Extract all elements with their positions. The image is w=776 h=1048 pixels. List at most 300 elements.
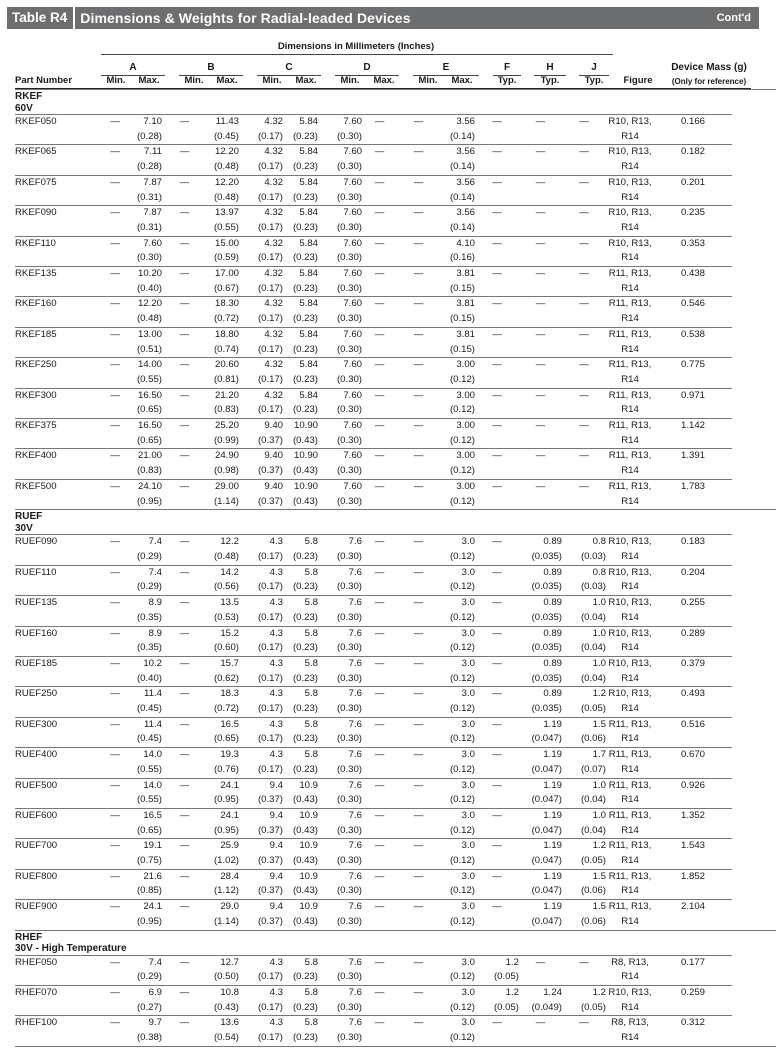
d-min-mm: 7.60 (343, 176, 362, 188)
a-max (129, 1016, 162, 1046)
b-max-mm: 18.30 (214, 298, 239, 310)
e-max-in: (0.12) (449, 550, 475, 562)
figure-ref (606, 900, 654, 930)
f-typ: — (475, 565, 519, 595)
figure-ref-in: R14 (621, 794, 639, 806)
group-header-b: B (207, 62, 215, 73)
j-typ-in: (0.05) (580, 1001, 606, 1013)
a-max-mm: 24.10 (137, 480, 162, 492)
figure-ref (606, 479, 654, 509)
e-max-mm: 3.0 (461, 688, 475, 700)
device-mass: 0.353 (654, 236, 732, 266)
h-typ-in: (0.047) (531, 885, 562, 897)
d-max: — (362, 778, 397, 808)
a-min: — (101, 1016, 129, 1046)
c-max-mm: 5.84 (299, 359, 318, 371)
e-max-in: (0.15) (449, 313, 475, 325)
part-number: RKEF090 (15, 206, 101, 236)
h-typ (519, 748, 562, 778)
h-typ-in: (0.035) (531, 672, 562, 684)
e-min: — (397, 687, 440, 717)
table-row (15, 1016, 776, 1046)
figure-ref (606, 327, 654, 357)
d-min-mm: 7.6 (348, 1017, 362, 1029)
figure-ref-mm: R11, R13, (608, 749, 652, 761)
part-number: RUEF135 (15, 596, 101, 626)
c-max-mm: 5.84 (299, 389, 318, 401)
d-min-in: (0.30) (336, 855, 362, 867)
figure-ref-in: R14 (621, 824, 639, 836)
f-typ: — (475, 419, 519, 449)
a-min: — (101, 565, 129, 595)
d-min-header: Min. (340, 75, 360, 86)
d-max: — (362, 297, 397, 327)
figure-ref-in: R14 (621, 434, 639, 446)
b-min: — (162, 115, 207, 145)
e-max-mm: 3.56 (456, 207, 475, 219)
a-max-mm: 7.11 (144, 146, 162, 158)
a-max-mm: 16.50 (137, 420, 162, 432)
group-header-d: D (363, 62, 371, 73)
c-min-in: (0.17) (257, 343, 283, 355)
f-typ: — (475, 656, 519, 686)
figure-ref-in: R14 (621, 373, 639, 385)
e-min: — (397, 656, 440, 686)
j-typ-in: (0.07) (580, 763, 606, 775)
device-mass: 1.783 (654, 479, 732, 509)
d-min-in: (0.30) (336, 434, 362, 446)
b-max-in: (0.56) (213, 581, 239, 593)
figure-ref-in: R14 (621, 313, 639, 325)
c-min-in: (0.17) (257, 373, 283, 385)
c-min (239, 808, 283, 838)
a-max (129, 955, 162, 985)
j-typ-mm: 1.2 (592, 986, 606, 998)
e-max (440, 267, 475, 297)
d-min-in: (0.30) (336, 343, 362, 355)
c-min-mm: 4.3 (269, 688, 283, 700)
h-typ: — (519, 267, 562, 297)
h-typ (519, 869, 562, 899)
figure-ref-in: R14 (621, 465, 639, 477)
j-typ-mm: 0.8 (592, 536, 606, 548)
figure-ref (606, 778, 654, 808)
c-min-mm: 4.32 (264, 116, 283, 127)
table-row (15, 115, 776, 145)
d-min (318, 869, 362, 899)
d-min-mm: 7.60 (343, 359, 362, 371)
h-typ-mm: 0.89 (543, 597, 562, 609)
d-min-mm: 7.60 (343, 328, 362, 340)
part-number: RUEF090 (15, 535, 101, 565)
e-max-mm: 3.0 (461, 536, 475, 548)
device-mass: 0.379 (654, 656, 732, 686)
c-max-in: (0.23) (292, 763, 318, 775)
a-max-mm: 13.00 (137, 328, 162, 340)
b-max (207, 1016, 239, 1046)
c-min-in: (0.17) (257, 703, 283, 715)
e-max-in: (0.12) (449, 824, 475, 836)
a-max-in: (0.40) (136, 282, 162, 294)
table-row (15, 596, 776, 626)
figure-ref (606, 297, 654, 327)
group-label (15, 90, 776, 115)
dimensions-caption: Dimensions in Millimeters (Inches) (277, 41, 435, 52)
b-max (207, 175, 239, 205)
e-max (440, 869, 475, 899)
a-min: — (101, 869, 129, 899)
table-tag: Table R4 (7, 7, 75, 29)
c-max (283, 778, 318, 808)
a-max (129, 869, 162, 899)
c-min-in: (0.17) (257, 642, 283, 654)
table-row (15, 358, 776, 388)
c-min (239, 900, 283, 930)
c-min (239, 778, 283, 808)
d-min (318, 479, 362, 509)
a-max-mm: 19.1 (143, 840, 162, 852)
h-typ (519, 535, 562, 565)
part-number: RUEF400 (15, 748, 101, 778)
d-min (318, 839, 362, 869)
c-min (239, 717, 283, 747)
d-max: — (362, 596, 397, 626)
c-max-in: (0.43) (292, 915, 318, 927)
c-max (283, 565, 318, 595)
c-min (239, 297, 283, 327)
b-min: — (162, 236, 207, 266)
e-max-mm: 3.81 (456, 328, 475, 340)
device-mass: 2.104 (654, 900, 732, 930)
d-max: — (362, 656, 397, 686)
d-max: — (362, 327, 397, 357)
c-min-mm: 9.4 (269, 809, 283, 821)
c-min-mm: 9.40 (264, 420, 283, 432)
a-max-mm: 16.50 (137, 389, 162, 401)
b-max (207, 115, 239, 145)
c-max-mm: 5.8 (304, 657, 318, 669)
h-typ-mm: 0.89 (543, 536, 562, 548)
a-max (129, 748, 162, 778)
d-min-in: (0.30) (336, 971, 362, 983)
d-min-in: (0.30) (336, 495, 362, 507)
f-typ: — (475, 778, 519, 808)
c-min-in: (0.17) (257, 581, 283, 593)
c-max (283, 1016, 318, 1046)
f-typ: — (475, 748, 519, 778)
device-mass: 0.201 (654, 175, 732, 205)
d-min-in: (0.30) (336, 824, 362, 836)
c-min (239, 358, 283, 388)
e-max-header: Max. (451, 75, 473, 86)
part-number: RKEF300 (15, 388, 101, 418)
d-max-header: Max. (373, 75, 395, 86)
figure-ref (606, 115, 654, 145)
figure-ref (606, 358, 654, 388)
a-max (129, 808, 162, 838)
figure-ref-mm: R11, R13, (608, 901, 652, 913)
d-min-mm: 7.6 (348, 566, 362, 578)
c-max-in: (0.23) (292, 971, 318, 983)
d-min (318, 206, 362, 236)
c-max (283, 656, 318, 686)
e-min: — (397, 869, 440, 899)
b-max-in: (0.48) (213, 161, 239, 173)
j-typ (562, 900, 606, 930)
e-max-mm: 3.0 (461, 779, 475, 791)
c-max (283, 297, 318, 327)
d-max: — (362, 449, 397, 479)
j-typ-in: (0.04) (580, 611, 606, 623)
part-number: RKEF500 (15, 479, 101, 509)
figure-ref-in: R14 (621, 130, 639, 142)
d-min-in: (0.30) (336, 581, 362, 593)
f-typ: — (475, 236, 519, 266)
device-mass: 1.852 (654, 869, 732, 899)
table-title-bar (7, 7, 759, 29)
table-row (15, 449, 776, 479)
f-typ: — (475, 869, 519, 899)
e-max (440, 419, 475, 449)
d-max: — (362, 535, 397, 565)
figure-ref (606, 535, 654, 565)
c-min-mm: 9.40 (264, 480, 283, 492)
c-max-in: (0.23) (292, 161, 318, 173)
figure-ref-in: R14 (621, 915, 639, 927)
a-max-in: (0.29) (136, 581, 162, 593)
figure-ref-mm: R11, R13, (608, 420, 652, 432)
table-row (15, 778, 776, 808)
part-number: RUEF250 (15, 687, 101, 717)
a-max-mm: 12.20 (137, 298, 162, 310)
a-min: — (101, 656, 129, 686)
h-typ: — (519, 327, 562, 357)
b-min: — (162, 656, 207, 686)
d-max: — (362, 267, 397, 297)
c-min (239, 869, 283, 899)
a-min: — (101, 596, 129, 626)
c-min-mm: 4.3 (269, 1017, 283, 1029)
c-max (283, 900, 318, 930)
h-typ-mm: 0.89 (543, 688, 562, 700)
a-max-mm: 7.4 (148, 956, 162, 968)
j-typ: — (562, 267, 606, 297)
b-min: — (162, 479, 207, 509)
d-max: — (362, 900, 397, 930)
d-max: — (362, 869, 397, 899)
c-max-in: (0.23) (292, 373, 318, 385)
c-min (239, 479, 283, 509)
c-max-mm: 10.90 (293, 420, 318, 432)
table-row (15, 869, 776, 899)
c-max (283, 145, 318, 175)
d-min-mm: 7.60 (343, 116, 362, 127)
c-min-mm: 4.32 (264, 389, 283, 401)
c-min (239, 115, 283, 145)
e-max-in: (0.12) (449, 434, 475, 446)
b-max (207, 236, 239, 266)
h-typ (519, 900, 562, 930)
f-typ: — (475, 535, 519, 565)
a-max (129, 839, 162, 869)
j-typ-mm: 1.2 (592, 688, 606, 700)
c-max (283, 748, 318, 778)
b-max (207, 358, 239, 388)
b-max-mm: 12.7 (220, 956, 239, 968)
c-max-in: (0.23) (292, 130, 318, 142)
d-min-mm: 7.60 (343, 146, 362, 158)
b-max (207, 535, 239, 565)
d-min-in: (0.30) (336, 313, 362, 325)
e-max-mm: 3.0 (461, 749, 475, 761)
figure-ref-mm: R11, R13, (608, 779, 652, 791)
c-max-in: (0.43) (292, 794, 318, 806)
c-max (283, 535, 318, 565)
c-min (239, 985, 283, 1015)
b-max-mm: 14.2 (220, 566, 239, 578)
c-min (239, 565, 283, 595)
a-max (129, 565, 162, 595)
e-min: — (397, 596, 440, 626)
d-min-in: (0.30) (336, 763, 362, 775)
e-min: — (397, 358, 440, 388)
c-min-in: (0.37) (257, 885, 283, 897)
h-typ-mm: 1.19 (543, 718, 562, 730)
group-header-e: E (442, 62, 450, 73)
c-min-mm: 9.4 (269, 870, 283, 882)
device-mass: 0.516 (654, 717, 732, 747)
d-min-mm: 7.60 (343, 237, 362, 249)
figure-ref (606, 717, 654, 747)
a-min: — (101, 985, 129, 1015)
d-min (318, 1016, 362, 1046)
d-min-mm: 7.6 (348, 688, 362, 700)
d-max: — (362, 115, 397, 145)
h-typ-mm: 0.89 (543, 657, 562, 669)
b-max-mm: 29.00 (214, 480, 239, 492)
e-max-mm: 3.81 (456, 268, 475, 280)
e-max-in: (0.12) (449, 733, 475, 745)
h-typ (519, 808, 562, 838)
c-max (283, 687, 318, 717)
c-min-mm: 4.32 (264, 207, 283, 219)
c-max-in: (0.23) (292, 252, 318, 264)
device-mass: 1.543 (654, 839, 732, 869)
device-mass: 1.352 (654, 808, 732, 838)
e-max (440, 808, 475, 838)
j-typ: — (562, 115, 606, 145)
e-max-in: (0.14) (449, 130, 475, 142)
a-max-in: (0.29) (136, 971, 162, 983)
figure-ref-in: R14 (621, 581, 639, 593)
c-min-mm: 4.3 (269, 956, 283, 968)
e-min: — (397, 955, 440, 985)
d-min (318, 778, 362, 808)
c-min (239, 206, 283, 236)
a-min: — (101, 808, 129, 838)
figure-ref (606, 388, 654, 418)
dimensions-table (15, 89, 776, 1048)
figure-ref (606, 656, 654, 686)
f-typ: — (475, 839, 519, 869)
e-max-mm: 3.00 (456, 450, 475, 462)
d-min (318, 535, 362, 565)
j-typ-mm: 1.7 (592, 749, 606, 761)
c-min-in: (0.17) (257, 282, 283, 294)
figure-ref (606, 687, 654, 717)
c-max-mm: 5.8 (304, 627, 318, 639)
b-max-in: (0.55) (213, 221, 239, 233)
a-max (129, 327, 162, 357)
b-min: — (162, 687, 207, 717)
e-min: — (397, 535, 440, 565)
e-min: — (397, 717, 440, 747)
f-typ-header: Typ. (497, 75, 517, 86)
a-min: — (101, 687, 129, 717)
a-min: — (101, 778, 129, 808)
j-typ-mm: 1.0 (592, 657, 606, 669)
d-min-in: (0.30) (336, 161, 362, 173)
figure-ref-in: R14 (621, 642, 639, 654)
device-mass: 0.926 (654, 778, 732, 808)
f-typ-mm: 1.2 (505, 986, 519, 998)
group-header-h: H (546, 62, 554, 73)
b-max-mm: 16.5 (220, 718, 239, 730)
e-min: — (397, 748, 440, 778)
d-min-in: (0.30) (336, 404, 362, 416)
c-max (283, 955, 318, 985)
a-max-in: (0.65) (136, 824, 162, 836)
h-typ (519, 839, 562, 869)
c-max-in: (0.23) (292, 550, 318, 562)
c-min-in: (0.17) (257, 611, 283, 623)
e-max-in: (0.12) (449, 794, 475, 806)
a-max (129, 626, 162, 656)
table-row (15, 535, 776, 565)
c-min (239, 535, 283, 565)
e-max-in: (0.12) (449, 915, 475, 927)
e-max-in: (0.12) (449, 465, 475, 477)
c-max-mm: 5.8 (304, 688, 318, 700)
b-max-in: (0.76) (213, 763, 239, 775)
j-typ-mm: 1.5 (592, 718, 606, 730)
d-max: — (362, 687, 397, 717)
b-min: — (162, 955, 207, 985)
c-min-mm: 4.3 (269, 597, 283, 609)
e-max (440, 145, 475, 175)
f-typ-in: (0.05) (493, 1001, 519, 1013)
b-max-in: (0.65) (213, 733, 239, 745)
figure-ref-in: R14 (621, 733, 639, 745)
c-min-mm: 4.3 (269, 627, 283, 639)
a-max-header: Max. (138, 75, 160, 86)
j-typ-in: (0.03) (580, 550, 606, 562)
figure-ref-mm: R10, R13, (608, 237, 652, 249)
d-min-mm: 7.60 (343, 268, 362, 280)
table-row (15, 717, 776, 747)
part-number: RKEF250 (15, 358, 101, 388)
e-min: — (397, 419, 440, 449)
part-number: RKEF185 (15, 327, 101, 357)
a-min: — (101, 748, 129, 778)
part-number: RKEF065 (15, 145, 101, 175)
figure-ref (606, 449, 654, 479)
e-max-mm: 3.0 (461, 566, 475, 578)
c-max-mm: 5.8 (304, 536, 318, 548)
e-max (440, 596, 475, 626)
j-typ-in: (0.04) (580, 824, 606, 836)
d-max: — (362, 145, 397, 175)
